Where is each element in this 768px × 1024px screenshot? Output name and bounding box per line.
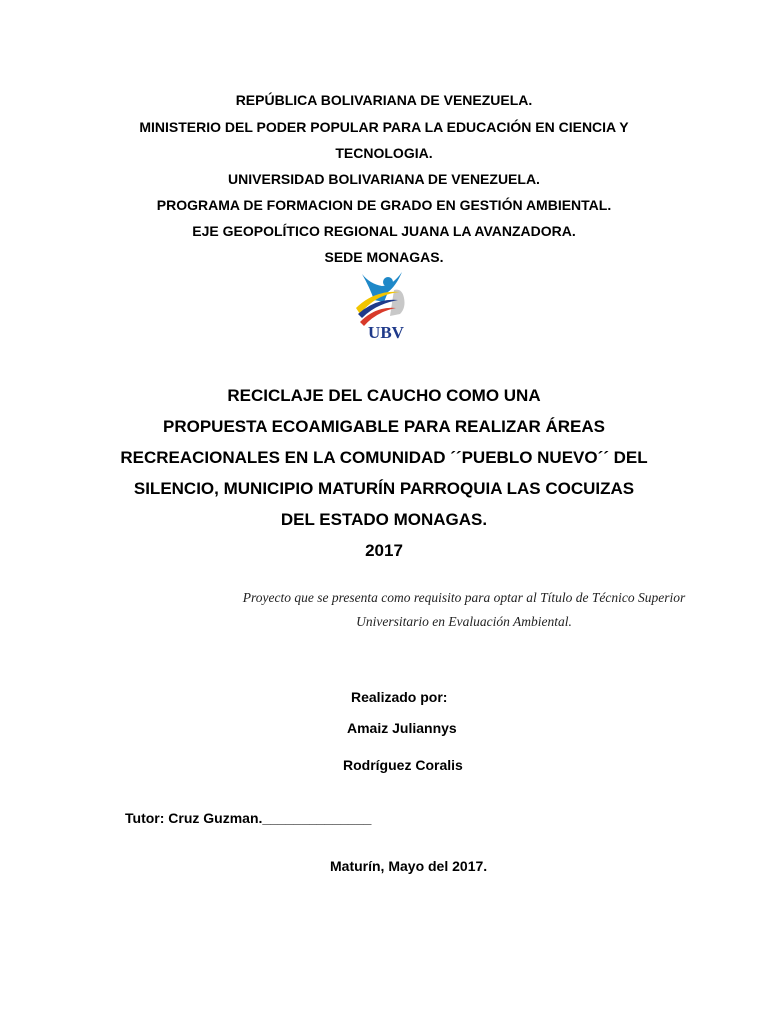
logo-text: UBV <box>368 323 404 340</box>
title-line: SILENCIO, MUNICIPIO MATURÍN PARROQUIA LAS COCUIZAS <box>133 479 635 498</box>
header-line: SEDE MONAGAS. <box>324 249 444 265</box>
title-line: RECREACIONALES EN LA COMUNIDAD ´´PUEBLO NUEVO´´ DEL <box>120 448 648 467</box>
authors-label: Realizado por: <box>351 689 448 705</box>
title-line: PROPUESTA ECOAMIGABLE PARA REALIZAR ÁREAS <box>162 417 606 436</box>
place-date: Maturín, Mayo del 2017. <box>330 858 488 874</box>
header-line: MINISTERIO DEL PODER POPULAR PARA LA EDUCACIÓN EN CIENCIA Y <box>139 119 629 135</box>
author-name: Amaiz Juliannys <box>347 720 457 736</box>
header-line: TECNOLOGIA. <box>335 145 433 161</box>
subtitle-line: Universitario en Evaluación Ambiental. <box>356 614 572 629</box>
ubv-logo <box>350 268 422 340</box>
title-year: 2017 <box>365 541 403 560</box>
author-name: Rodríguez Coralis <box>343 757 463 773</box>
header-line: UNIVERSIDAD BOLIVARIANA DE VENEZUELA. <box>228 171 540 187</box>
header-line: EJE GEOPOLÍTICO REGIONAL JUANA LA AVANZADORA. <box>192 223 576 239</box>
header-line: PROGRAMA DE FORMACION DE GRADO EN GESTIÓN AMBIENTAL. <box>156 197 612 213</box>
header-line: REPÚBLICA BOLIVARIANA DE VENEZUELA. <box>235 92 533 108</box>
title-line: RECICLAJE DEL CAUCHO COMO UNA <box>227 386 541 405</box>
tutor-line: Tutor: Cruz Guzman.______________ <box>125 810 372 826</box>
subtitle-line: Proyecto que se presenta como requisito para optar al Título de Técnico Superior <box>242 590 686 605</box>
title-line: DEL ESTADO MONAGAS. <box>280 510 488 529</box>
